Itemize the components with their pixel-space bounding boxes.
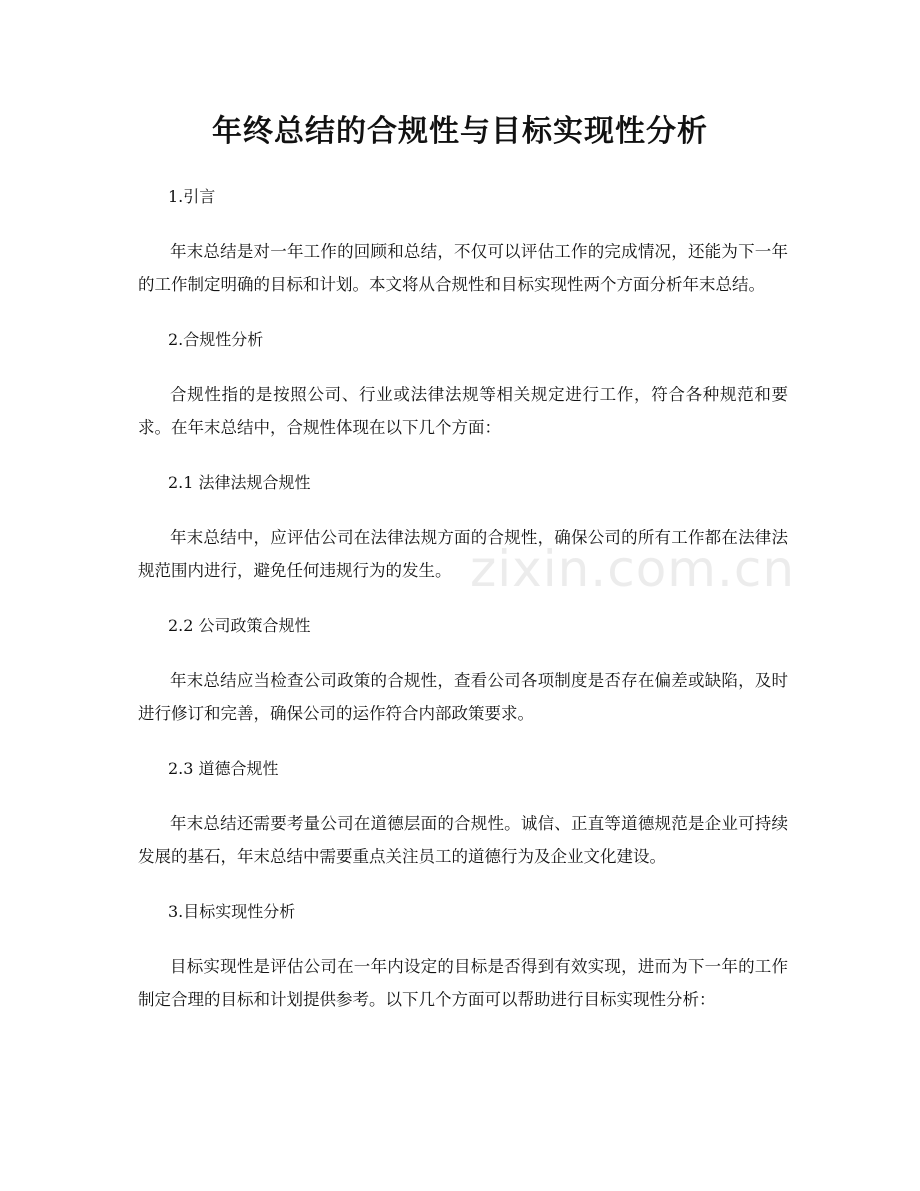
document-body <box>138 180 788 1038</box>
section-heading-legal: 2.1 法律法规合规性 <box>168 473 311 492</box>
paragraph-goals: 目标实现性是评估公司在一年内设定的目标是否得到有效实现，进而为下一年的工作制定合理的目标和计划提供参考。以下几个方面可以帮助进行目标实现性分析： <box>138 957 788 1009</box>
paragraph-compliance: 合规性指的是按照公司、行业或法律法规等相关规定进行工作，符合各种规范和要求。在年末总结中，合规性体现在以下几个方面： <box>138 385 788 437</box>
section-heading-intro: 1.引言 <box>168 187 216 206</box>
section-heading-policy: 2.2 公司政策合规性 <box>168 616 311 635</box>
paragraph-intro: 年末总结是对一年工作的回顾和总结，不仅可以评估工作的完成情况，还能为下一年的工作制定明确的目标和计划。本文将从合规性和目标实现性两个方面分析年末总结。 <box>138 242 788 294</box>
page-title: 年终总结的合规性与目标实现性分析 <box>212 114 708 149</box>
section-heading-compliance: 2.合规性分析 <box>168 330 264 349</box>
paragraph-policy: 年末总结应当检查公司政策的合规性，查看公司各项制度是否存在偏差或缺陷，及时进行修订和完善，确保公司的运作符合内部政策要求。 <box>138 671 788 723</box>
paragraph-legal: 年末总结中，应评估公司在法律法规方面的合规性，确保公司的所有工作都在法律法规范围内进行，避免任何违规行为的发生。 <box>138 528 788 580</box>
section-heading-ethics: 2.3 道德合规性 <box>168 759 279 778</box>
section-heading-goals: 3.目标实现性分析 <box>168 902 296 921</box>
watermark: zixin.com.cn <box>470 540 796 598</box>
paragraph-ethics: 年末总结还需要考量公司在道德层面的合规性。诚信、正直等道德规范是企业可持续发展的基石，年末总结中需要重点关注员工的道德行为及企业文化建设。 <box>138 814 788 866</box>
